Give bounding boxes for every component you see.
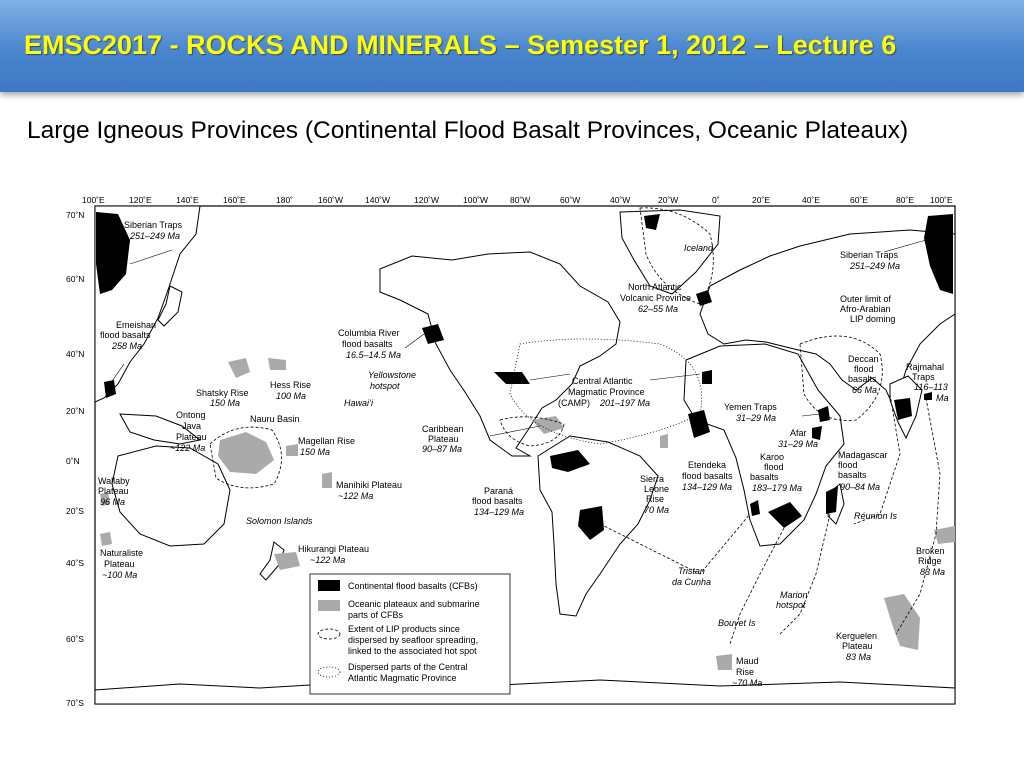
lat-tick: 40˚N bbox=[66, 349, 85, 359]
map-label: Rise bbox=[646, 494, 665, 504]
lat-tick: 20˚S bbox=[66, 506, 84, 516]
map-label: flood basalts bbox=[682, 471, 733, 481]
lon-tick: 40˚W bbox=[610, 195, 631, 205]
map-label: Maud bbox=[736, 656, 759, 666]
map-label: flood bbox=[764, 462, 784, 472]
map-label: Etendeka bbox=[688, 460, 727, 470]
lat-tick: 40˚S bbox=[66, 558, 84, 568]
lat-tick: 60˚S bbox=[66, 634, 84, 644]
map-label: Rise bbox=[736, 667, 755, 677]
map-label: Ridge bbox=[918, 556, 942, 566]
map-label: Magellan Rise bbox=[298, 436, 356, 446]
map-label: Afar bbox=[790, 428, 807, 438]
lat-tick: 20˚N bbox=[66, 406, 85, 416]
slide-title: EMSC2017 - ROCKS AND MINERALS – Semester 1, 2012 – Lecture 6 bbox=[24, 30, 897, 60]
map-label: Afro-Arabian bbox=[840, 304, 891, 314]
map-label: Magmatic Province bbox=[568, 387, 645, 397]
map-label: Volcanic Province bbox=[620, 293, 692, 303]
map-label: Naturaliste bbox=[100, 548, 144, 558]
legend-label: Continental flood basalts (CFBs) bbox=[348, 581, 478, 591]
map-label: Ontong bbox=[176, 410, 206, 420]
lon-tick: 140˚W bbox=[365, 195, 391, 205]
legend-label: linked to the associated hot spot bbox=[348, 646, 477, 656]
map-label: Madagascar bbox=[838, 450, 888, 460]
oceanic-manihiki bbox=[322, 472, 332, 488]
map-label: 100 Ma bbox=[276, 391, 307, 401]
map-label: basalts bbox=[750, 472, 779, 482]
lon-tick: 20˚W bbox=[658, 195, 679, 205]
legend-label: Extent of LIP products since bbox=[348, 624, 460, 634]
lon-tick: 60˚W bbox=[560, 195, 581, 205]
map-label: Plateau bbox=[98, 486, 129, 496]
map-label: ~122 Ma bbox=[170, 443, 206, 453]
map-label: 16.5–14.5 Ma bbox=[346, 350, 402, 360]
oceanic-magellan-rise bbox=[286, 444, 298, 456]
map-label: basalts bbox=[848, 374, 877, 384]
lon-tick: 40˚E bbox=[802, 195, 820, 205]
map-label: Karoo bbox=[760, 452, 785, 462]
legend-label: dispersed by seafloor spreading, bbox=[348, 635, 479, 645]
map-label: hotspot bbox=[370, 381, 400, 391]
lat-tick: 0˚N bbox=[66, 456, 80, 466]
lon-tick: 80˚W bbox=[510, 195, 531, 205]
map-label: 62–55 Ma bbox=[638, 304, 679, 314]
map-label: 258 Ma bbox=[112, 341, 143, 351]
slide-header bbox=[0, 0, 1024, 92]
map-label: Kerguelen bbox=[836, 631, 878, 641]
map-label: hotspot bbox=[776, 600, 806, 610]
map-label: 90–87 Ma bbox=[422, 444, 463, 454]
map-label: Yemen Traps bbox=[724, 402, 777, 412]
map-label: ~70 Ma bbox=[732, 678, 763, 688]
map-label: Broken bbox=[916, 546, 945, 556]
map-label: Central Atlantic bbox=[572, 376, 633, 386]
map-label: Traps bbox=[912, 372, 935, 382]
cfb-camp-nw-africa bbox=[702, 370, 712, 384]
map-label: (CAMP) bbox=[558, 398, 590, 408]
map-label: 134–129 Ma bbox=[682, 482, 733, 492]
map-label: Columbia River bbox=[338, 328, 400, 338]
map-label: Ma bbox=[936, 393, 949, 403]
map-label: Manihiki Plateau bbox=[336, 480, 403, 490]
map-label: 201–197 Ma bbox=[600, 398, 651, 408]
map-label: ~100 Ma bbox=[102, 570, 138, 580]
legend-label: Dispersed parts of the Central bbox=[348, 662, 468, 672]
map-label: flood basalts bbox=[100, 330, 151, 340]
map-label: 31–29 Ma bbox=[736, 413, 777, 423]
map-legend bbox=[310, 574, 510, 694]
map-label: da Cunha bbox=[672, 577, 712, 587]
map-label: 251–249 Ma bbox=[130, 231, 181, 241]
map-label: Iceland bbox=[684, 243, 714, 253]
map-label: basalts bbox=[838, 470, 867, 480]
map-label: Réunion Is bbox=[854, 511, 898, 521]
map-label: Nauru Basin bbox=[250, 414, 300, 424]
legend-label: Atlantic Magmatic Province bbox=[348, 673, 457, 683]
map-label: ~122 Ma bbox=[338, 491, 374, 501]
slide-subtitle: Large Igneous Provinces (Continental Flood Basalt Provinces, Oceanic Plateaux) bbox=[27, 117, 909, 144]
lon-tick: 140˚E bbox=[176, 195, 199, 205]
map-label: Plateau bbox=[428, 434, 459, 444]
map-label: 150 Ma bbox=[210, 398, 241, 408]
oceanic-maud-rise bbox=[716, 654, 732, 670]
map-label: Outer limit of bbox=[840, 294, 892, 304]
map-label: Caribbean bbox=[422, 424, 464, 434]
lat-tick: 60˚N bbox=[66, 274, 85, 284]
map-label: LIP doming bbox=[850, 314, 896, 324]
map-label: Hikurangi Plateau bbox=[298, 544, 370, 554]
lon-tick: 120˚W bbox=[414, 195, 440, 205]
lat-tick: 70˚S bbox=[66, 698, 84, 708]
lon-tick: 120˚E bbox=[129, 195, 152, 205]
map-label: 31–29 Ma bbox=[778, 439, 819, 449]
map-label: Deccan bbox=[848, 354, 879, 364]
legend-label: parts of CFBs bbox=[348, 610, 404, 620]
map-label: Solomon Islands bbox=[246, 516, 313, 526]
legend-label: Oceanic plateaux and submarine bbox=[348, 599, 480, 609]
map-label: Plateau bbox=[104, 559, 135, 569]
lon-tick: 160˚W bbox=[318, 195, 344, 205]
map-label: Bouvet Is bbox=[718, 618, 756, 628]
map-label: 96 Ma bbox=[100, 497, 126, 507]
map-label: Hess Rise bbox=[270, 380, 312, 390]
map-label: 150 Ma bbox=[300, 447, 331, 457]
map-label: Wallaby bbox=[98, 476, 130, 486]
map-label: flood basalts bbox=[342, 339, 393, 349]
lon-tick: 180˚ bbox=[276, 195, 294, 205]
map-label: Java bbox=[182, 421, 202, 431]
lip-world-map bbox=[60, 194, 970, 714]
map-label: 90–84 Ma bbox=[840, 482, 881, 492]
map-label: 251–249 Ma bbox=[850, 261, 901, 271]
map-label: 116–113 bbox=[914, 382, 948, 392]
lon-tick: 100˚E bbox=[82, 195, 105, 205]
map-label: ~122 Ma bbox=[310, 555, 346, 565]
map-label: Tristan bbox=[678, 566, 705, 576]
map-label: Leone bbox=[644, 484, 670, 494]
map-label: 83 Ma bbox=[920, 567, 946, 577]
lon-tick: 20˚E bbox=[752, 195, 770, 205]
map-label: flood bbox=[854, 364, 874, 374]
lon-tick: 60˚E bbox=[850, 195, 868, 205]
map-label: flood basalts bbox=[472, 496, 523, 506]
map-label: Emeishan bbox=[116, 320, 157, 330]
map-label: Sierra bbox=[640, 474, 665, 484]
map-label: Siberian Traps bbox=[124, 220, 183, 230]
map-label: Plateau bbox=[176, 432, 207, 442]
map-label: flood bbox=[838, 460, 858, 470]
lon-tick: 0˚ bbox=[712, 195, 720, 205]
map-label: Paraná bbox=[484, 486, 514, 496]
map-label: 183–179 Ma bbox=[752, 483, 803, 493]
oceanic-naturaliste bbox=[100, 532, 112, 546]
map-label: Rajmahal bbox=[906, 362, 945, 372]
lat-tick: 70˚N bbox=[66, 210, 85, 220]
longitude-ticks bbox=[82, 195, 953, 205]
lon-tick: 100˚W bbox=[463, 195, 489, 205]
map-label: 66 Ma bbox=[852, 385, 878, 395]
map-label: Marion bbox=[780, 590, 808, 600]
map-label: Siberian Traps bbox=[840, 250, 899, 260]
map-label: 70 Ma bbox=[644, 505, 670, 515]
lon-tick: 100˚E bbox=[930, 195, 953, 205]
map-label: North Atlantic bbox=[628, 282, 682, 292]
legend-swatch-oceanic bbox=[318, 600, 340, 611]
legend-swatch-cfb bbox=[318, 580, 340, 591]
map-label: 134–129 Ma bbox=[474, 507, 525, 517]
map-label: 83 Ma bbox=[846, 652, 872, 662]
oceanic-sierra-leone bbox=[660, 434, 668, 448]
lon-tick: 80˚E bbox=[896, 195, 914, 205]
oceanic-hess-rise bbox=[268, 358, 286, 370]
map-label: Hawai‘i bbox=[344, 398, 374, 408]
map-label: Plateau bbox=[842, 641, 873, 651]
lon-tick: 160˚E bbox=[223, 195, 246, 205]
latitude-ticks bbox=[66, 210, 84, 708]
map-label: Shatsky Rise bbox=[196, 388, 249, 398]
map-label: Yellowstone bbox=[368, 370, 417, 380]
